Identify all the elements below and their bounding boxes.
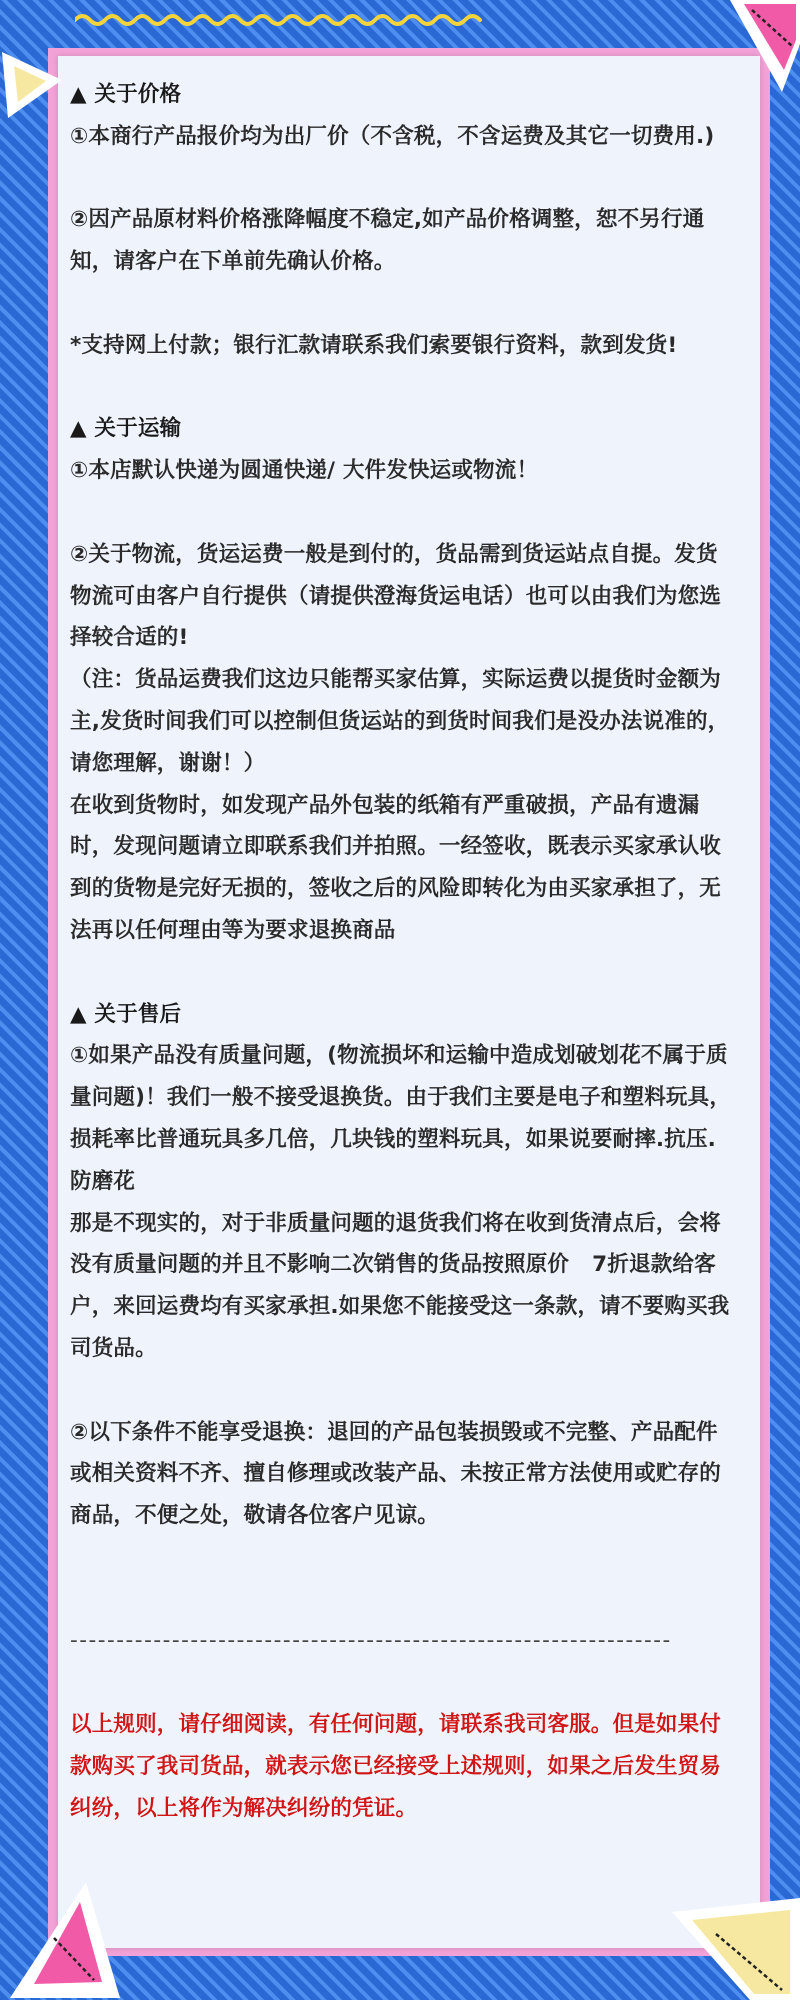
shipping-heading: ▲ 关于运输 <box>70 416 182 442</box>
price-heading: ▲ 关于价格 <box>70 82 182 107</box>
divider-line: ----------------------------------------------------------------- <box>70 1628 672 1654</box>
policy-content <box>70 74 732 1829</box>
price-paragraph-2: ②因产品原材料价格涨降幅度不稳定,如产品价格调整，恕不另行通知，请客户在下单前先确认价格。 <box>70 207 705 275</box>
corner-triangle-icon <box>672 1898 800 2000</box>
aftersale-paragraph-3: ②以下条件不能享受退换：退回的产品包装损毁或不完整、产品配件或相关资料不齐、擅自修理或改装产品、未按正常方法使用或贮存的商品，不便之处，敬请各位客户见谅。 <box>70 1419 722 1529</box>
corner-triangle-icon <box>2 1880 122 2000</box>
aftersale-heading: ▲ 关于售后 <box>70 1001 182 1027</box>
shipping-paragraph-2: ②关于物流，货运运费一般是到付的，货品需到货运站点自提。发货物流可由客户自行提供（请提供澄海货运电话）也可以由我们为您选择较合适的! <box>70 541 722 651</box>
aftersale-paragraph-1: ①如果产品没有质量问题，(物流损坏和运输中造成划破划花不属于质量问题)！我们一般不接受退换货。由于我们主要是电子和塑料玩具，损耗率比普通玩具多几倍，几块钱的塑料玩具，如果说要耐摔.抗压.防磨花 <box>70 1043 732 1194</box>
shipping-paragraph-4: 在收到货物时，如发现产品外包装的纸箱有严重破损，产品有遗漏时，发现问题请立即联系我们并拍照。一经签收，既表示买家承认收到的货物是完好无损的，签收之后的风险即转化为由买家承担了，无法再以任何理由等为要求退换商品 <box>70 792 722 943</box>
price-paragraph-1: ①本商行产品报价均为出厂价（不含税，不含运费及其它一切费用.) <box>70 123 715 149</box>
corner-triangle-icon <box>0 42 70 122</box>
aftersale-paragraph-2: 那是不现实的，对于非质量问题的退货我们将在收到货清点后，会将没有质量问题的并且不影响二次销售的货品按照原价 7折退款给客户，来回运费均有买家承担.如果您不能接受这一条款，请不要购买我司货品。 <box>70 1210 730 1361</box>
shipping-paragraph-3: （注：货品运费我们这边只能帮买家估算，实际运费以提货时金额为主,发货时间我们可以控制但货运站的到货时间我们是没办法说准的，请您理解，谢谢！） <box>70 667 730 776</box>
price-paragraph-3: *支持网上付款；银行汇款请联系我们索要银行资料，款到发货! <box>70 332 678 358</box>
wavy-line-icon <box>75 10 485 30</box>
notice-paragraph: 以上规则，请仔细阅读，有任何问题，请联系我司客服。但是如果付款购买了我司货品，就表示您已经接受上述规则，如果之后发生贸易纠纷，以上将作为解决纠纷的凭证。 <box>70 1712 722 1821</box>
shipping-paragraph-1: ①本店默认快递为圆通快递/ 大件发快运或物流！ <box>70 458 539 484</box>
